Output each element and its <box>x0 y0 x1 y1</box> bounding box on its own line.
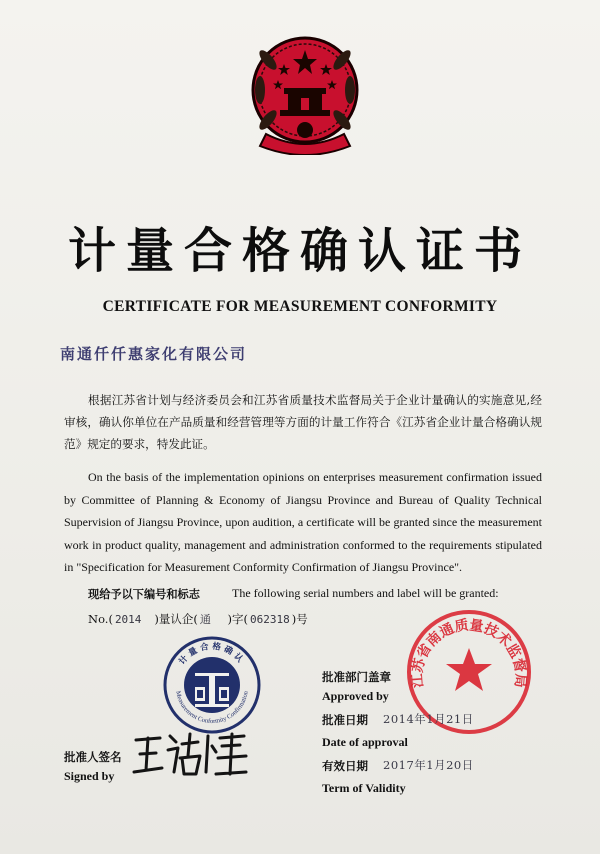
certificate-title-en: CERTIFICATE FOR MEASUREMENT CONFORMITY <box>102 298 498 315</box>
approved-by-label-cn: 批准部门盖章 <box>322 670 391 684</box>
measurement-conformity-badge-icon <box>162 635 262 735</box>
approval-date-label-en: Date of approval <box>322 735 408 749</box>
validity-date-value: 2017年1月20日 <box>383 758 474 772</box>
number-region: 通 <box>199 613 211 626</box>
number-prefix: No.( <box>88 612 113 626</box>
body-text-en: On the basis of the implementation opinions on enterprises measurement confirmation issued by Committee of Planning & Economy of Jiangsu Province and Bureau of Quality Technical Supervision of Jiangsu Province, upon audition, a certificate will be granted since the measurement work in product quality, management and administration conformed to the requirements stipulated in "Specification for Measurement Conformity Confirmation of Jiangsu Province". <box>64 470 542 574</box>
approval-date-label-cn: 批准日期 <box>322 713 368 727</box>
number-serial: 062318 <box>250 613 290 626</box>
serial-intro-en: The following serial numbers and label will be granted: <box>232 586 499 600</box>
certificate-title-cn: 计量合格确认证书 <box>67 223 532 279</box>
badge-ring-text: Measurement Conformity Confirmation <box>174 690 250 726</box>
number-suffix: )号 <box>291 612 308 626</box>
signed-by-label-en: Signed by <box>64 769 115 783</box>
number-middle: )量认企( <box>154 612 198 626</box>
signed-by-label-cn: 批准人签名 <box>64 750 122 764</box>
number-char-label: )字( <box>227 612 248 626</box>
number-year: 2014 <box>114 613 142 626</box>
badge-top-text: 计量合格确认 <box>177 641 247 667</box>
certificate-number <box>88 611 308 627</box>
seal-text: 江苏省南通质量技术监督局 <box>409 617 529 689</box>
validity-label-cn: 有效日期 <box>322 759 368 773</box>
approved-by-label-en: Approved by <box>322 689 389 703</box>
body-text-cn: 根据江苏省计划与经济委员会和江苏省质量技术监督局关于企业计量确认的实施意见,经审核，确认你单位在产品质量和经营管理等方面的计量工作符合《江苏省企业计量合格确认规范》规定的要求，特发此证。 <box>64 393 542 451</box>
company-name: 南通仟仟惠家化有限公司 <box>60 345 248 363</box>
approval-date-value: 2014年1月21日 <box>383 712 474 726</box>
serial-intro-cn: 现给予以下编号和标志 <box>88 587 200 601</box>
handwritten-signature <box>130 728 250 782</box>
validity-label-en: Term of Validity <box>322 781 406 795</box>
national-emblem-icon <box>246 30 364 155</box>
